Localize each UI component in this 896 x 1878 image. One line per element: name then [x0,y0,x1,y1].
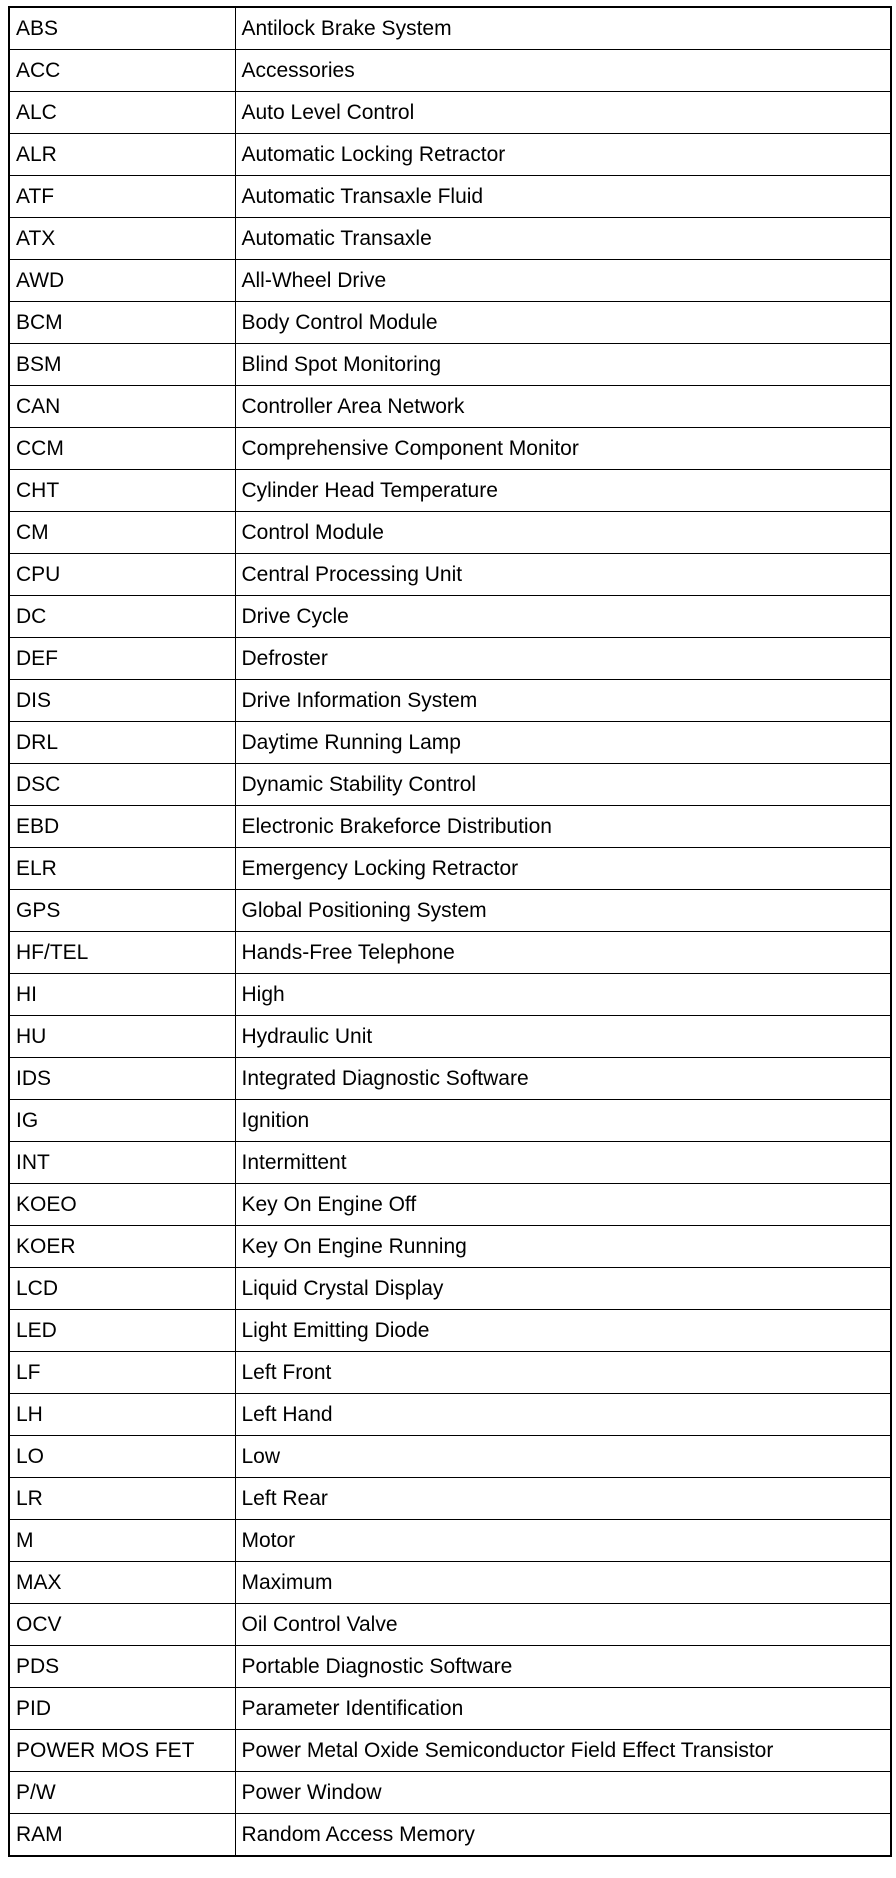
meaning-cell: Ignition [235,1100,891,1142]
abbreviation-cell: KOER [9,1226,235,1268]
meaning-cell: Left Front [235,1352,891,1394]
meaning-cell: Global Positioning System [235,890,891,932]
abbreviation-cell: CCM [9,428,235,470]
abbreviation-cell: ABS [9,7,235,50]
meaning-cell: Hands-Free Telephone [235,932,891,974]
meaning-cell: Automatic Locking Retractor [235,134,891,176]
abbreviation-cell: IDS [9,1058,235,1100]
abbreviation-cell: HF/TEL [9,932,235,974]
meaning-cell: Auto Level Control [235,92,891,134]
abbreviation-cell: LO [9,1436,235,1478]
table-row [9,890,891,932]
table-row [9,554,891,596]
table-row [9,1352,891,1394]
abbreviation-cell: ATX [9,218,235,260]
table-row [9,974,891,1016]
meaning-cell: Power Window [235,1772,891,1814]
meaning-cell: Key On Engine Off [235,1184,891,1226]
table-row [9,1058,891,1100]
table-row [9,1478,891,1520]
abbreviation-table [8,6,892,1857]
meaning-cell: Random Access Memory [235,1814,891,1857]
meaning-cell: Cylinder Head Temperature [235,470,891,512]
table-row [9,1226,891,1268]
meaning-cell: Left Hand [235,1394,891,1436]
meaning-cell: Daytime Running Lamp [235,722,891,764]
meaning-cell: Comprehensive Component Monitor [235,428,891,470]
meaning-cell: Power Metal Oxide Semiconductor Field Effect Transistor [235,1730,891,1772]
abbreviation-cell: P/W [9,1772,235,1814]
abbreviation-table-body [9,7,891,1856]
abbreviation-cell: ALC [9,92,235,134]
meaning-cell: Blind Spot Monitoring [235,344,891,386]
abbreviation-cell: ELR [9,848,235,890]
table-row [9,260,891,302]
abbreviation-cell: PDS [9,1646,235,1688]
meaning-cell: Automatic Transaxle Fluid [235,176,891,218]
abbreviation-cell: BCM [9,302,235,344]
table-row [9,806,891,848]
meaning-cell: Electronic Brakeforce Distribution [235,806,891,848]
table-row [9,386,891,428]
abbreviation-cell: LH [9,1394,235,1436]
abbreviation-cell: OCV [9,1604,235,1646]
table-row [9,7,891,50]
table-row [9,1730,891,1772]
table-row [9,722,891,764]
table-row [9,1772,891,1814]
table-row [9,470,891,512]
abbreviation-cell: LF [9,1352,235,1394]
table-row [9,1394,891,1436]
table-row [9,134,891,176]
table-row [9,848,891,890]
table-row [9,176,891,218]
abbreviation-cell: DC [9,596,235,638]
meaning-cell: Accessories [235,50,891,92]
abbreviation-cell: DSC [9,764,235,806]
table-row [9,344,891,386]
meaning-cell: Defroster [235,638,891,680]
table-row [9,302,891,344]
abbreviation-cell: ALR [9,134,235,176]
abbreviation-cell: KOEO [9,1184,235,1226]
meaning-cell: Parameter Identification [235,1688,891,1730]
abbreviation-cell: IG [9,1100,235,1142]
table-row [9,92,891,134]
abbreviation-cell: BSM [9,344,235,386]
table-row [9,1184,891,1226]
abbreviation-cell: CAN [9,386,235,428]
meaning-cell: Oil Control Valve [235,1604,891,1646]
abbreviation-cell: AWD [9,260,235,302]
meaning-cell: Key On Engine Running [235,1226,891,1268]
table-row [9,50,891,92]
table-row [9,1646,891,1688]
meaning-cell: Drive Information System [235,680,891,722]
table-row [9,1814,891,1857]
table-row [9,512,891,554]
abbreviation-cell: DIS [9,680,235,722]
table-row [9,1310,891,1352]
table-row [9,1520,891,1562]
table-row [9,218,891,260]
table-row [9,428,891,470]
abbreviation-cell: ATF [9,176,235,218]
abbreviation-cell: ACC [9,50,235,92]
abbreviation-cell: EBD [9,806,235,848]
abbreviation-cell: CPU [9,554,235,596]
abbreviation-cell: PID [9,1688,235,1730]
meaning-cell: Drive Cycle [235,596,891,638]
meaning-cell: Liquid Crystal Display [235,1268,891,1310]
meaning-cell: Control Module [235,512,891,554]
abbreviation-cell: M [9,1520,235,1562]
abbreviation-cell: GPS [9,890,235,932]
table-row [9,596,891,638]
abbreviation-cell: CM [9,512,235,554]
abbreviation-cell: LR [9,1478,235,1520]
abbreviation-cell: DEF [9,638,235,680]
meaning-cell: Automatic Transaxle [235,218,891,260]
meaning-cell: Integrated Diagnostic Software [235,1058,891,1100]
meaning-cell: Motor [235,1520,891,1562]
table-row [9,1268,891,1310]
abbreviation-cell: LCD [9,1268,235,1310]
meaning-cell: Maximum [235,1562,891,1604]
meaning-cell: Body Control Module [235,302,891,344]
meaning-cell: All-Wheel Drive [235,260,891,302]
meaning-cell: Antilock Brake System [235,7,891,50]
table-row [9,1142,891,1184]
abbreviation-cell: HI [9,974,235,1016]
meaning-cell: Controller Area Network [235,386,891,428]
table-row [9,1436,891,1478]
meaning-cell: Portable Diagnostic Software [235,1646,891,1688]
table-row [9,764,891,806]
meaning-cell: Left Rear [235,1478,891,1520]
abbreviation-cell: DRL [9,722,235,764]
abbreviation-cell: MAX [9,1562,235,1604]
table-row [9,638,891,680]
table-row [9,1100,891,1142]
meaning-cell: Light Emitting Diode [235,1310,891,1352]
abbreviation-cell: CHT [9,470,235,512]
meaning-cell: High [235,974,891,1016]
abbreviation-cell: INT [9,1142,235,1184]
meaning-cell: Emergency Locking Retractor [235,848,891,890]
table-row [9,1016,891,1058]
table-row [9,1688,891,1730]
abbreviation-cell: HU [9,1016,235,1058]
meaning-cell: Hydraulic Unit [235,1016,891,1058]
abbreviation-cell: POWER MOS FET [9,1730,235,1772]
table-row [9,1604,891,1646]
meaning-cell: Dynamic Stability Control [235,764,891,806]
table-row [9,680,891,722]
meaning-cell: Intermittent [235,1142,891,1184]
abbreviation-cell: LED [9,1310,235,1352]
table-row [9,1562,891,1604]
abbreviation-cell: RAM [9,1814,235,1857]
table-row [9,932,891,974]
meaning-cell: Central Processing Unit [235,554,891,596]
meaning-cell: Low [235,1436,891,1478]
